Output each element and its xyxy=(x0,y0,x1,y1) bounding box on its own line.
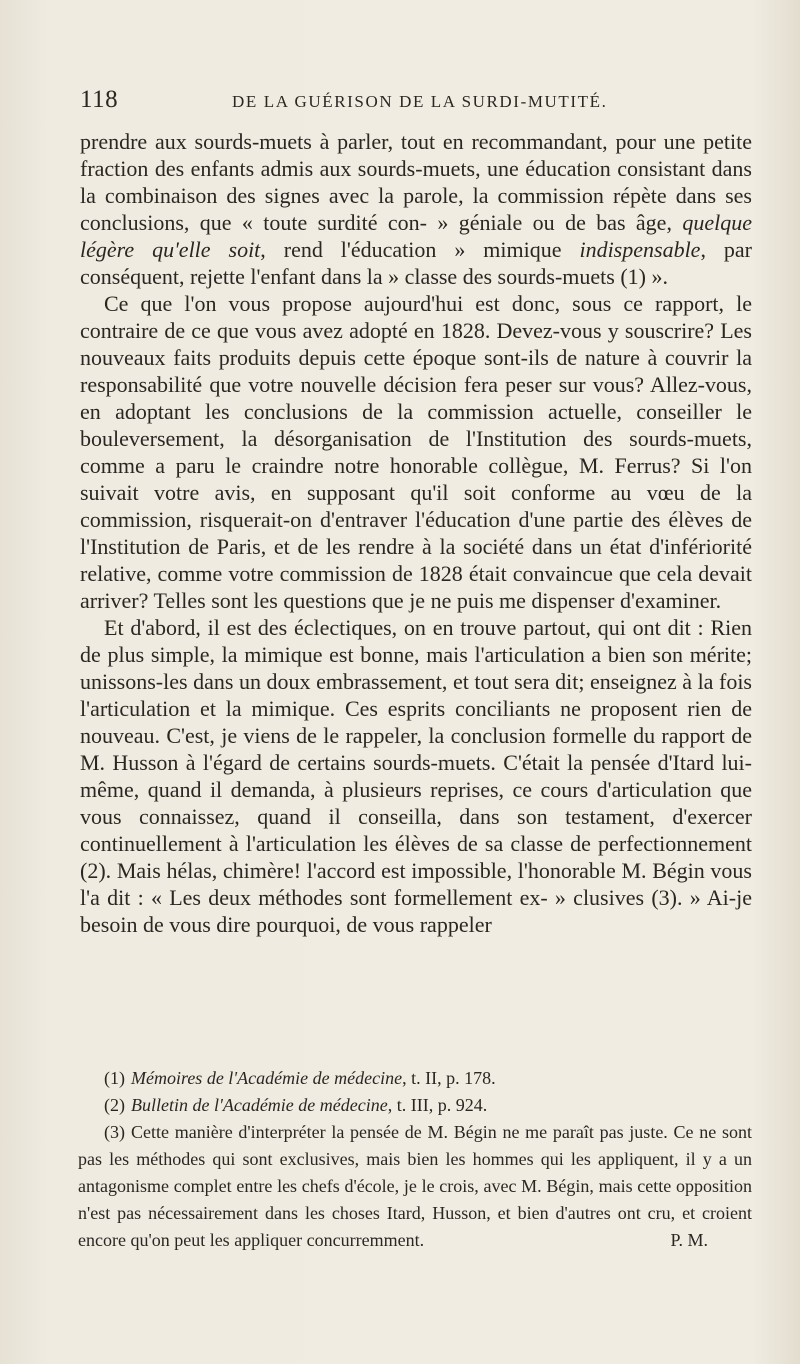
footnote-2-title: Bulletin de l'Académie de médecine xyxy=(131,1095,388,1115)
paragraph-1 xyxy=(80,128,752,290)
footnote-1-title: Mémoires de l'Académie de médecine xyxy=(131,1068,403,1088)
footnote-3-text: Cette manière d'interpréter la pensée de M. Bégin ne me paraît pas juste. Ce ne sont pas les méthodes qui sont exclusives, mais bien les hommes qui les appliquent, il y a un antagonisme complet entre les chefs d'école, je le crois, avec M. Bégin, mais cette opposition n'est pas nécessairement dans les choses Itard, Husson, et bien d'autres ont cru, et croient encore qu'on peut les appliquer concurremment. xyxy=(78,1122,752,1250)
paragraph-1-text-a: prendre aux sourds-muets à parler, tout en recommandant, pour une petite fraction des enfants admis aux sourds-muets, une éducation consistant dans la combinaison des signes avec la parole, la commission répète dans ses conclusions, que « toute surdité con- » géniale ou de bas âge, xyxy=(80,129,752,235)
footnote-3-signature: P. M. xyxy=(670,1230,708,1250)
footnote-3 xyxy=(78,1119,752,1254)
page-number: 118 xyxy=(80,86,119,113)
footnote-3-mark: (3) xyxy=(104,1122,125,1142)
paragraph-1-italic-word: indispensable xyxy=(579,237,701,262)
main-text xyxy=(80,128,752,938)
paragraph-1-text-c: , rend l'éducation » mimique xyxy=(260,237,580,262)
running-head: DE LA GUÉRISON DE LA SURDI-MUTITÉ. xyxy=(232,92,608,111)
footnote-2 xyxy=(78,1092,752,1119)
paragraph-1-italic-phrase: quelque légère qu'elle soit xyxy=(80,210,752,262)
paragraph-3: Et d'abord, il est des éclectiques, on en trouve partout, qui ont dit : Rien de plus simple, la mimique est bonne, mais l'articulation a bien son mérite; unissons-les dans un doux embrassement, et tout sera dit; enseignez à la fois l'articulation et la mimique. Ces esprits conciliants ne proposent rien de nouveau. C'est, je viens de le rappeler, la conclusion formelle du rapport de M. Husson à l'égard de certains sourds-muets. C'était la pensée d'Itard lui-même, quand il demanda, à plusieurs reprises, ce cours d'articulation que vous connaissez, quand il conseilla, dans son testament, d'exercer continuellement à l'articulation les élèves de sa classe de perfectionnement (2). Mais hélas, chimère! l'accord est impossible, l'honorable M. Bégin vous l'a dit : « Les deux méthodes sont formellement ex- » clusives (3). » Ai-je besoin de vous dire pourquoi, de vous rappeler xyxy=(80,615,752,937)
paragraph-2: Ce que l'on vous propose aujourd'hui est donc, sous ce rapport, le contraire de ce que vous avez adopté en 1828. Devez-vous y souscrire? Les nouveaux faits produits depuis cette époque sont-ils de nature à couvrir la responsabilité que votre nouvelle décision fera peser sur vous? Allez-vous, en adoptant les conclusions de la commission actuelle, conseiller le bouleversement, la désorganisation de l'Institution des sourds-muets, comme a paru le craindre notre honorable collègue, M. Ferrus? Si l'on suivait votre avis, en supposant qu'il soit conforme au vœu de la commission, risquerait-on d'entraver l'éducation d'une partie des élèves de l'Institution de Paris, et de les rendre à la société dans un état d'infériorité relative, comme votre commission de 1828 était convaincue que cela devait arriver? Telles sont les questions que je ne puis me dispenser d'examiner. xyxy=(80,291,752,613)
footnote-1 xyxy=(78,1065,752,1092)
footnote-1-mark: (1) xyxy=(104,1068,125,1088)
footnotes xyxy=(78,1065,752,1254)
footnote-2-ref: , t. III, p. 924. xyxy=(387,1095,488,1115)
footnote-1-ref: , t. II, p. 178. xyxy=(402,1068,496,1088)
page-header xyxy=(80,86,752,118)
footnote-2-mark: (2) xyxy=(104,1095,125,1115)
paragraph-1-text-e: , par conséquent, rejette l'enfant dans la » classe des sourds-muets (1) ». xyxy=(80,237,752,289)
